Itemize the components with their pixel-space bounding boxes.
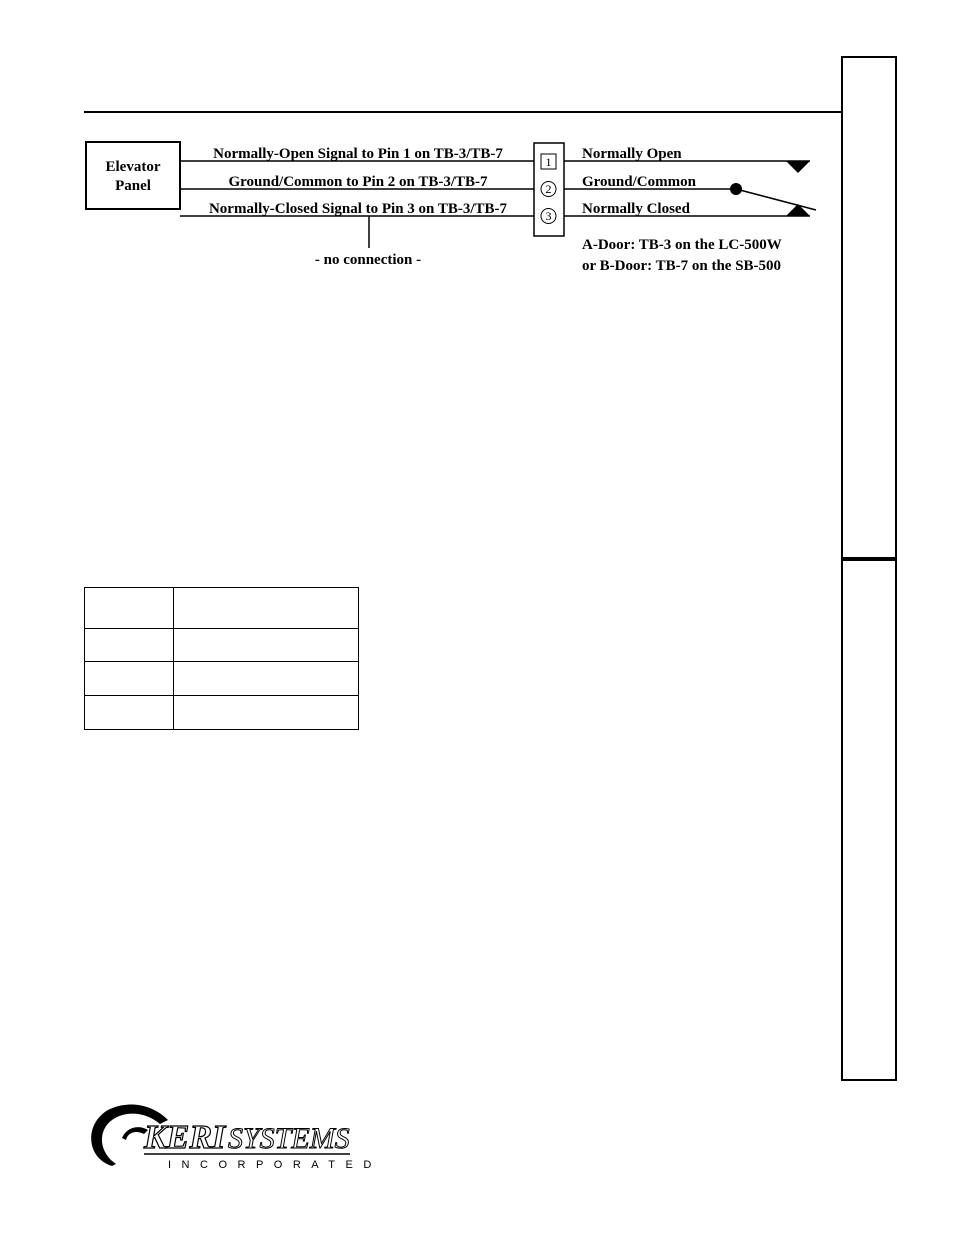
pin-2-number: 2 (545, 182, 552, 196)
out-2-label: Ground/Common (582, 174, 696, 190)
wiring-diagram (0, 0, 954, 300)
logo-tagline: INCORPORATED (168, 1159, 382, 1171)
table-row (85, 662, 359, 696)
logo-brand-bold: KERI (144, 1119, 226, 1156)
terminal-note-line2: or B-Door: TB-7 on the SB-500 (582, 258, 782, 274)
logo-brand-regular: SYSTEMS (228, 1122, 350, 1155)
table-cell (85, 696, 174, 730)
table-cell (174, 588, 359, 629)
no-connection-label: - no connection - (314, 252, 422, 268)
wire-1-label: Normally-Open Signal to Pin 1 on TB-3/TB-7 (213, 146, 503, 162)
table-cell (174, 629, 359, 662)
pin-table (84, 587, 359, 730)
terminal-note-line1: A-Door: TB-3 on the LC-500W (582, 237, 782, 253)
relay-switch-arm (736, 189, 816, 210)
table-row (85, 588, 359, 629)
side-tab-lower (841, 559, 897, 1081)
keri-systems-logo (82, 1098, 382, 1173)
table-row (85, 696, 359, 730)
out-3-label: Normally Closed (582, 201, 690, 217)
elevator-panel-label-line2: Panel (115, 178, 151, 194)
table-cell (85, 588, 174, 629)
table-cell (85, 629, 174, 662)
elevator-panel-label-line1: Elevator (105, 159, 161, 175)
normally-open-contact (786, 161, 810, 173)
out-1-label: Normally Open (582, 146, 682, 162)
pin-3-number: 3 (545, 209, 552, 223)
table-row (85, 629, 359, 662)
table-cell (174, 662, 359, 696)
table-cell (174, 696, 359, 730)
table-cell (85, 662, 174, 696)
pin-1-number: 1 (545, 155, 552, 169)
elevator-panel-box (86, 142, 180, 209)
wire-2-label: Ground/Common to Pin 2 on TB-3/TB-7 (228, 174, 488, 190)
wire-3-label: Normally-Closed Signal to Pin 3 on TB-3/TB-7 (208, 201, 508, 217)
